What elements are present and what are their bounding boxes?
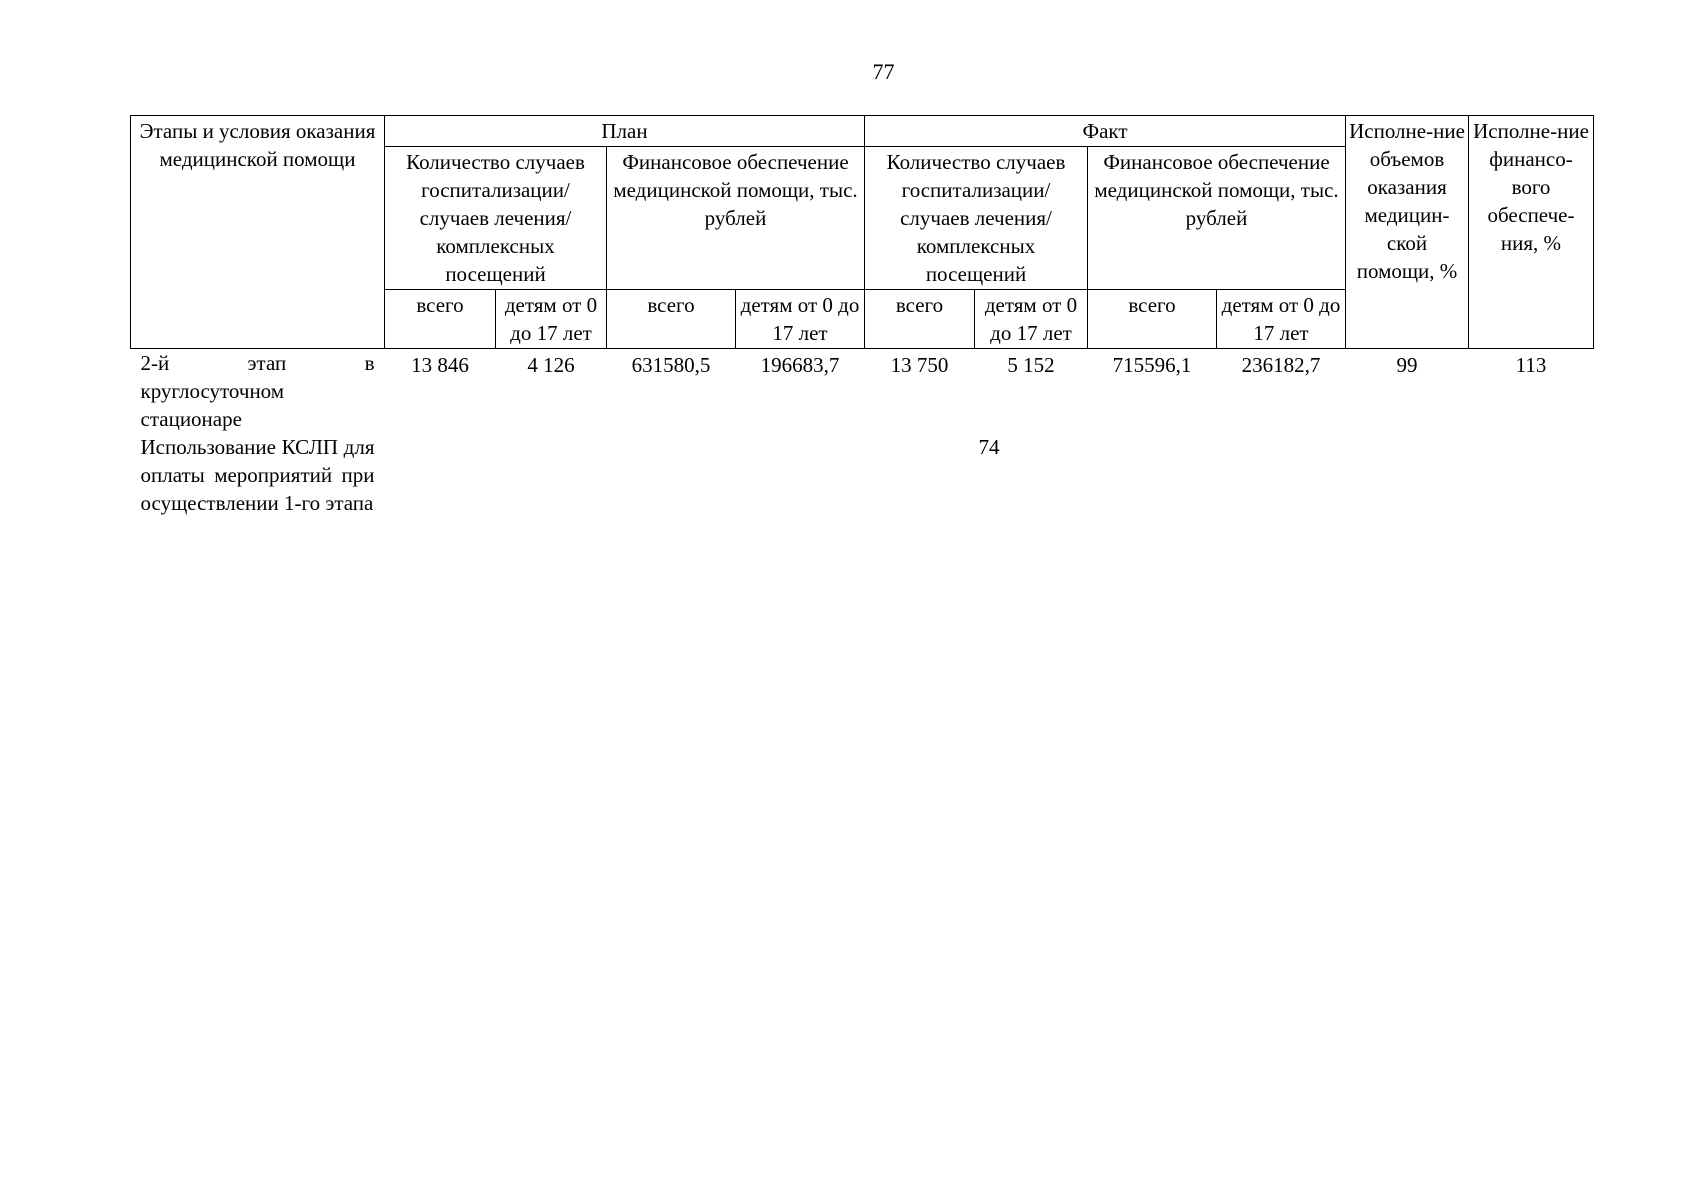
header-plan-finance-total: всего [607, 290, 736, 349]
header-volume-execution: Исполне-ние объемов оказания медицин-ской помощи, % [1346, 116, 1469, 349]
cell-merged-value: 74 [978, 435, 1000, 459]
header-fact-cases: Количество случаев госпитализации/ случаев лечения/ комплексных посещений [865, 147, 1088, 290]
header-fact-cases-children: детям от 0 до 17 лет [975, 290, 1088, 349]
cell-fact-cases-total: 13 750 [890, 353, 949, 377]
header-fact-cases-total: всего [865, 290, 975, 349]
header-plan-finance: Финансовое обеспечение медицинской помощи, тыс. рублей [607, 147, 865, 290]
header-plan-cases: Количество случаев госпитализации/ случаев лечения/ комплексных посещений [385, 147, 607, 290]
cell-plan-finance-total: 631580,5 [631, 353, 711, 377]
header-plan-cases-total: всего [385, 290, 496, 349]
cell-plan-cases-total: 13 846 [411, 353, 469, 377]
page-number: 77 [872, 59, 895, 84]
report-table [130, 115, 1594, 517]
cell-plan-finance-children: 196683,7 [760, 353, 840, 377]
cell-fact-finance-total: 715596,1 [1112, 353, 1192, 377]
header-plan-cases-children: детям от 0 до 17 лет [496, 290, 607, 349]
header-fact: Факт [865, 116, 1346, 147]
cell-finance-execution: 113 [1515, 353, 1547, 377]
header-fact-finance-children: детям от 0 до 17 лет [1217, 290, 1346, 349]
header-plan-finance-children: детям от 0 до 17 лет [736, 290, 865, 349]
header-fact-finance: Финансовое обеспечение медицинской помощи, тыс. рублей [1088, 147, 1346, 290]
cell-plan-cases-children: 4 126 [527, 353, 575, 377]
header-plan: План [385, 116, 865, 147]
header-fact-finance-total: всего [1088, 290, 1217, 349]
row-label: 2-й этап в круглосуточном стационаре [140, 351, 375, 431]
row-label: Использование КСЛП для оплаты мероприятий при осуществлении 1-го этапа [140, 435, 375, 515]
cell-fact-finance-children: 236182,7 [1241, 353, 1321, 377]
table-row [131, 349, 1594, 434]
cell-fact-cases-children: 5 152 [1007, 353, 1055, 377]
header-finance-execution: Исполне-ние финансо-вого обеспече-ния, % [1469, 116, 1594, 349]
table-row [131, 433, 1594, 517]
header-stages: Этапы и условия оказания медицинской помощи [131, 116, 385, 349]
cell-volume-execution: 99 [1396, 353, 1418, 377]
